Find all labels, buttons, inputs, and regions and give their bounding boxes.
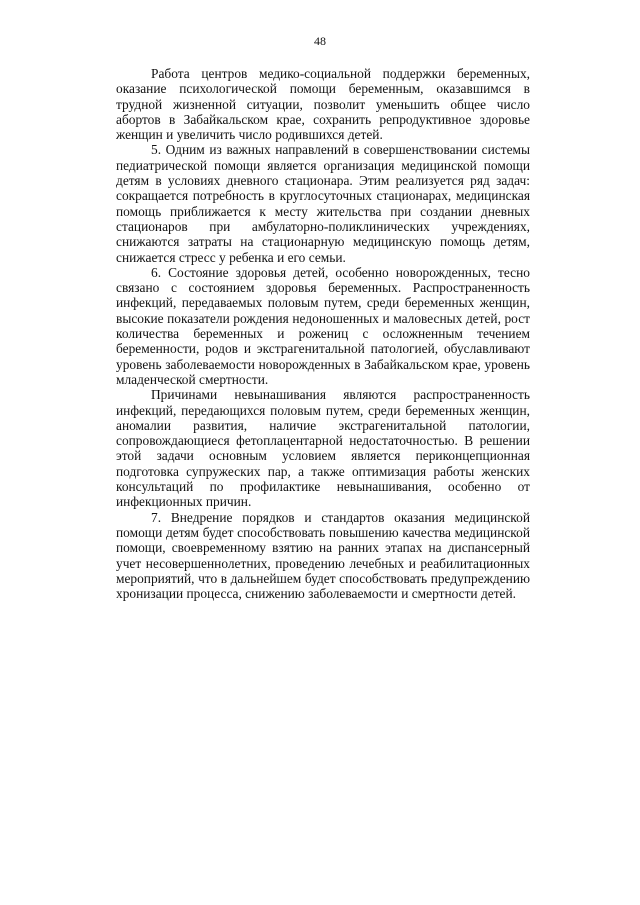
paragraph-miscarriage-causes: Причинами невынашивания являются распространенность инфекций, передающихся половым путем, среди беременных женщин, аномалии развития, наличие экстрагенитальной патологии, сопровождающиеся фетоплацентарной недостаточностью. В решении этой задачи основным условием является периконцепционная подготовка супружеских пар, а также оптимизация работы женских консультаций по профилактике невынашивания, особенно от инфекционных причин. xyxy=(116,387,530,510)
paragraph-newborn-health: 6. Состояние здоровья детей, особенно новорожденных, тесно связано с состоянием здоровья беременных. Распространенность инфекций, передаваемых половым путем, среди беременных женщин, высокие показатели рождения недоношенных и маловесных детей, рост количества беременных и рожениц с осложненным течением беременности, родов и экстрагенитальной патологией, обуславливают уровень заболеваемости новорожденных в Забайкальском крае, уровень младенческой смертности. xyxy=(116,264,530,387)
paragraph-standards-implementation: 7. Внедрение порядков и стандартов оказания медицинской помощи детям будет способствовать повышению качества медицинской помощи, своевременному взятию на ранних этапах на диспансерный учет несовершеннолетних, проведению лечебных и реабилитационных мероприятий, что в дальнейшем будет способствовать предупреждению хронизации процесса, снижению заболеваемости и смертности детей. xyxy=(116,509,530,602)
paragraph-day-hospital: 5. Одним из важных направлений в совершенствовании системы педиатрической помощи является организация медицинской помощи детям в условиях дневного стационара. Этим реализуется ряд задач: сокращается потребность в круглосуточных стационарах, медицинская помощь приближается к месту жительства при создании дневных стационаров при амбулаторно-поликлинических учреждениях, снижаются затраты на стационарную медицинскую помощь детям, снижается стресс у ребенка и его семьи. xyxy=(116,142,530,265)
body-text xyxy=(116,66,530,601)
page-number: 48 xyxy=(314,34,326,48)
paragraph-maternal-support-centers: Работа центров медико-социальной поддержки беременных, оказание психологической помощи беременным, оказавшимся в трудной жизненной ситуации, позволит уменьшить общее число абортов в Забайкальском крае, сохранить репродуктивное здоровье женщин и увеличить число родившихся детей. xyxy=(116,66,530,143)
